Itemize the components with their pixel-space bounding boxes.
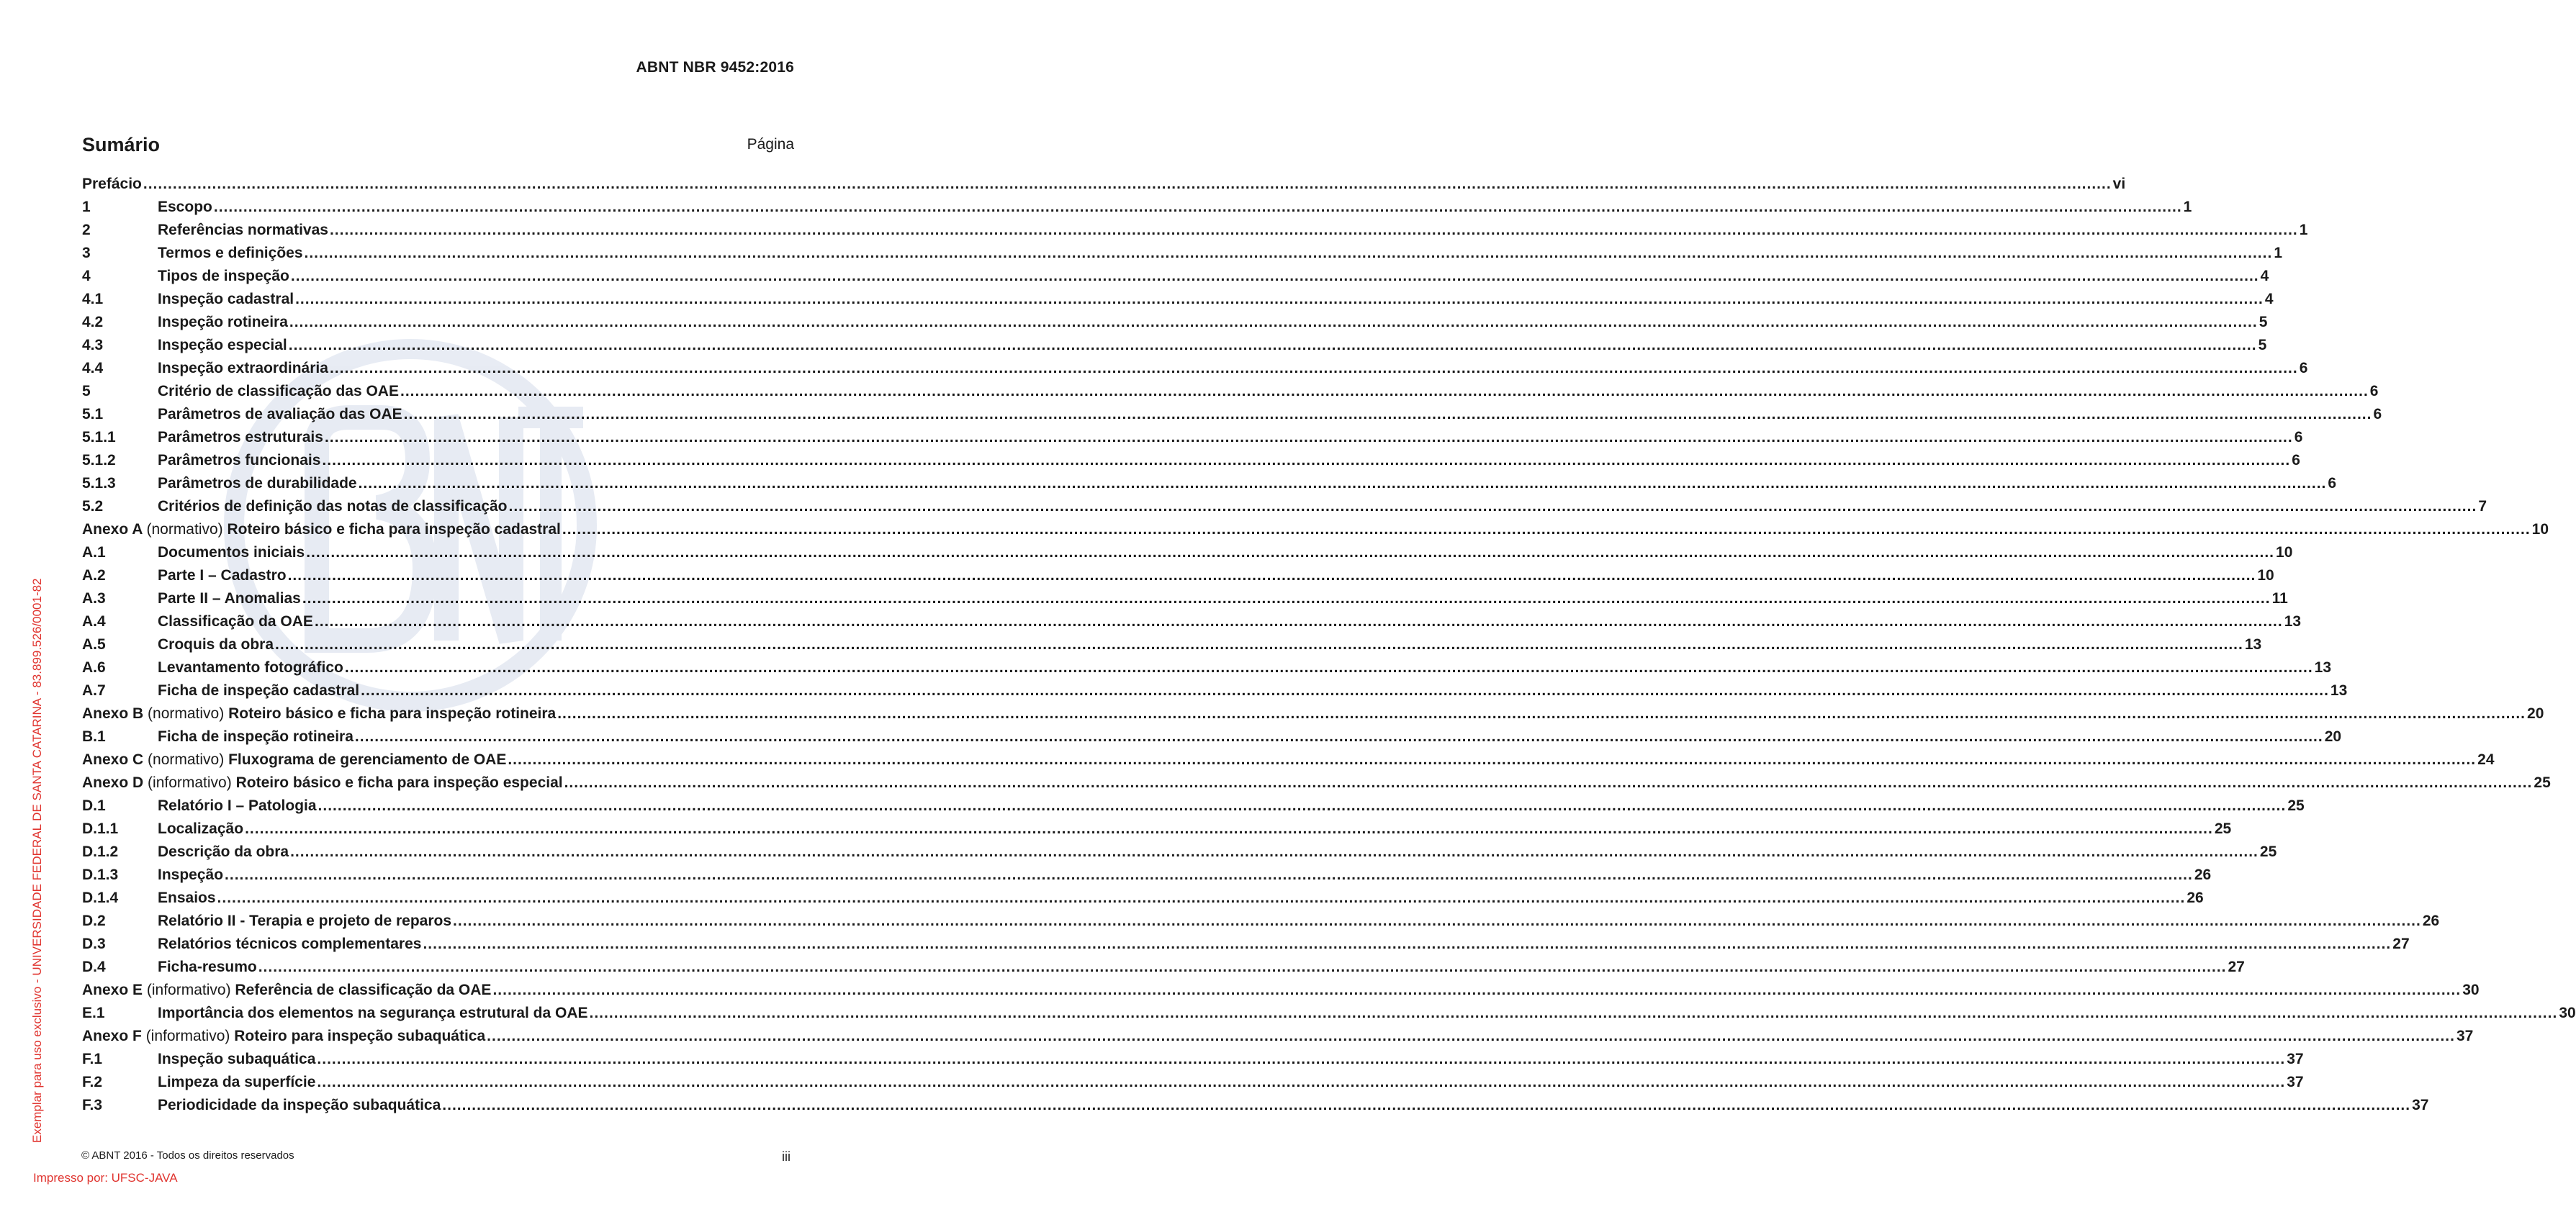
toc-annex-qualifier: (informativo) xyxy=(145,1028,230,1044)
toc-leader-dots: ................................................................................................................................................................................................................................................................................................................................................................................................................ xyxy=(589,1005,2558,1021)
toc-entry-title-group xyxy=(158,1074,315,1091)
toc-entry[interactable] xyxy=(82,797,2305,820)
toc-entry-title: Inspeção rotineira xyxy=(158,314,288,330)
toc-entry-number: F.2 xyxy=(82,1074,103,1090)
toc-entry-number: 4.2 xyxy=(82,314,104,330)
toc-entry-number: D.1 xyxy=(82,797,106,814)
toc-entry-number: F.3 xyxy=(82,1097,103,1113)
toc-entry-number: D.4 xyxy=(82,959,106,975)
toc-entry-title: Ficha de inspeção rotineira xyxy=(158,728,353,745)
toc-leader-dots: ................................................................................................................................................................................................................................................................................................................................................................................................................ xyxy=(213,199,2182,215)
toc-entry-page: 10 xyxy=(2531,521,2549,538)
toc-entry-page: 4 xyxy=(2264,291,2274,307)
toc-leader-dots: ................................................................................................................................................................................................................................................................................................................................................................................................................ xyxy=(295,291,2264,307)
toc-entry-title-group xyxy=(82,774,563,792)
printed-by-stamp: Impresso por: UFSC-JAVA xyxy=(33,1171,178,1185)
toc-entry-page: 24 xyxy=(2477,751,2495,768)
toc-entry-page: 6 xyxy=(2328,475,2337,492)
toc-entry-title: Inspeção cadastral xyxy=(158,291,294,307)
toc-entry-number: A.5 xyxy=(82,636,106,653)
toc-annex-label: Anexo B xyxy=(82,705,144,722)
toc-leader-dots: ................................................................................................................................................................................................................................................................................................................................................................................................................ xyxy=(288,337,2257,353)
toc-entry-title: Localização xyxy=(158,820,244,837)
toc-annex-qualifier: (informativo) xyxy=(146,982,231,998)
toc-entry-title-group xyxy=(158,728,353,746)
toc-entry-page: 1 xyxy=(2299,222,2308,238)
toc-entry-title: Importância dos elementos na segurança estrutural da OAE xyxy=(158,1005,588,1021)
toc-entry[interactable] xyxy=(82,613,2302,636)
toc-entry-title-group xyxy=(158,268,289,285)
toc-annex-label: Anexo A xyxy=(82,521,143,538)
toc-leader-dots: ................................................................................................................................................................................................................................................................................................................................................................................................................ xyxy=(329,222,2298,238)
toc-entry-title: Levantamento fotográfico xyxy=(158,659,343,676)
toc-entry-title-group xyxy=(158,820,243,838)
toc-entry-title-group xyxy=(158,867,223,884)
toc-entry-number: D.1.1 xyxy=(82,820,119,837)
toc-entry-page: 26 xyxy=(2187,890,2204,906)
toc-entry-title: Tipos de inspeção xyxy=(158,268,289,284)
toc-entry[interactable] xyxy=(82,567,2274,590)
toc-entry-title-group xyxy=(158,844,289,861)
toc-annex-label: Anexo C xyxy=(82,751,144,768)
copyright-notice: © ABNT 2016 - Todos os direitos reservados xyxy=(81,1149,294,1162)
toc-leader-dots: ................................................................................................................................................................................................................................................................................................................................................................................................................ xyxy=(317,1051,2286,1067)
toc-entry-page: 13 xyxy=(2314,659,2332,676)
toc-leader-dots: ................................................................................................................................................................................................................................................................................................................................................................................................................ xyxy=(324,429,2293,446)
toc-entry[interactable] xyxy=(82,890,2204,913)
toc-entry[interactable] xyxy=(82,728,2342,751)
toc-entry-page: 1 xyxy=(2274,245,2282,261)
toc-entry-title-group xyxy=(158,1005,588,1022)
toc-entry-number: 2 xyxy=(82,222,91,238)
toc-entry-number: D.1.2 xyxy=(82,844,119,860)
toc-entry-title-group xyxy=(158,590,301,607)
toc-entry[interactable] xyxy=(82,1051,2304,1074)
toc-annex-label: Anexo D xyxy=(82,774,144,791)
toc-entry[interactable] xyxy=(82,475,2337,498)
toc-entry-title: Prefácio xyxy=(82,176,142,192)
toc-entry-title: Fluxograma de gerenciamento de OAE xyxy=(228,751,507,768)
toc-entry[interactable] xyxy=(82,751,2495,774)
toc-entry-title: Croquis da obra xyxy=(158,636,274,653)
toc-entry[interactable] xyxy=(82,959,2245,982)
toc-leader-dots: ................................................................................................................................................................................................................................................................................................................................................................................................................ xyxy=(358,475,2327,492)
toc-leader-dots: ................................................................................................................................................................................................................................................................................................................................................................................................................ xyxy=(564,774,2533,791)
toc-entry-title: Ensaios xyxy=(158,890,216,906)
toc-entry-title: Relatórios técnicos complementares xyxy=(158,936,422,952)
toc-entry-title: Inspeção subaquática xyxy=(158,1051,316,1067)
toc-leader-dots: ................................................................................................................................................................................................................................................................................................................................................................................................................ xyxy=(453,913,2421,929)
toc-leader-dots: ................................................................................................................................................................................................................................................................................................................................................................................................................ xyxy=(344,659,2313,676)
toc-entry-title-group xyxy=(82,751,506,769)
toc-entry-title-group xyxy=(158,199,212,216)
toc-entry-page: 30 xyxy=(2462,982,2480,998)
license-stamp: Exemplar para uso exclusivo - UNIVERSIDADE FEDERAL DE SANTA CATARINA - 83.899.526/0001-82 xyxy=(30,578,44,1143)
toc-leader-dots: ................................................................................................................................................................................................................................................................................................................................................................................................................ xyxy=(562,521,2531,538)
toc-entry-number: E.1 xyxy=(82,1005,105,1021)
toc-entry[interactable] xyxy=(82,176,2126,199)
toc-entry-page: 25 xyxy=(2214,820,2232,837)
toc-entry-page: 11 xyxy=(2271,590,2288,607)
toc-leader-dots: ................................................................................................................................................................................................................................................................................................................................................................................................................ xyxy=(508,751,2477,768)
toc-entry-number: 1 xyxy=(82,199,91,215)
toc-entry-title-group xyxy=(82,521,561,538)
toc-entry-page: 20 xyxy=(2527,705,2544,722)
toc-entry[interactable] xyxy=(82,429,2303,452)
toc-entry[interactable] xyxy=(82,222,2308,245)
toc-entry-title-group xyxy=(158,659,343,677)
toc-entry-title-group xyxy=(158,544,305,561)
toc-entry-page: 37 xyxy=(2456,1028,2474,1044)
toc-entry-page: 25 xyxy=(2259,844,2277,860)
toc-leader-dots: ................................................................................................................................................................................................................................................................................................................................................................................................................ xyxy=(403,406,2372,422)
toc-entry-title: Parâmetros estruturais xyxy=(158,429,323,446)
toc-leader-dots: ................................................................................................................................................................................................................................................................................................................................................................................................................ xyxy=(225,867,2193,883)
toc-entry[interactable] xyxy=(82,913,2440,936)
toc-entry-title: Roteiro básico e ficha para inspeção especial xyxy=(235,774,563,791)
toc-entry-page: 6 xyxy=(2369,383,2379,399)
toc-entry-title-group xyxy=(158,452,320,469)
toc-entry-title: Roteiro para inspeção subaquática xyxy=(234,1028,486,1044)
toc-leader-dots: ................................................................................................................................................................................................................................................................................................................................................................................................................ xyxy=(275,636,2243,653)
toc-leader-dots: ................................................................................................................................................................................................................................................................................................................................................................................................................ xyxy=(306,544,2275,561)
toc-entry-page: 7 xyxy=(2478,498,2487,515)
toc-entry-page: 10 xyxy=(2276,544,2293,561)
toc-entry-title: Descrição da obra xyxy=(158,844,289,860)
toc-leader-dots: ................................................................................................................................................................................................................................................................................................................................................................................................................ xyxy=(361,682,2329,699)
toc-entry-number: A.7 xyxy=(82,682,106,699)
toc-entry-page: 27 xyxy=(2392,936,2410,952)
toc-entry-page: 6 xyxy=(2373,406,2382,422)
toc-entry-number: 5.2 xyxy=(82,498,104,515)
toc-entry-title: Periodicidade da inspeção subaquática xyxy=(158,1097,441,1113)
toc-entry[interactable] xyxy=(82,199,2192,222)
toc-annex-qualifier: (informativo) xyxy=(148,774,232,791)
toc-entry-title-group xyxy=(158,682,359,700)
toc-entry-title: Parâmetros funcionais xyxy=(158,452,321,469)
page-number: iii xyxy=(782,1149,791,1164)
toc-leader-dots: ................................................................................................................................................................................................................................................................................................................................................................................................................ xyxy=(557,705,2526,722)
toc-entry[interactable] xyxy=(82,682,2348,705)
toc-entry-number: D.3 xyxy=(82,936,106,952)
toc-entry-page: 5 xyxy=(2258,337,2267,353)
toc-entry-page: 37 xyxy=(2287,1074,2304,1090)
toc-entry-number: D.1.3 xyxy=(82,867,119,883)
toc-annex-label: Anexo F xyxy=(82,1028,142,1044)
toc-entry[interactable] xyxy=(82,268,2269,291)
toc-entry-title-group xyxy=(158,360,328,377)
toc-entry[interactable] xyxy=(82,291,2274,314)
toc-annex-qualifier: (normativo) xyxy=(148,705,225,722)
toc-entry-number: 4 xyxy=(82,268,91,284)
toc-entry[interactable] xyxy=(82,1074,2304,1097)
toc-entry-page: 30 xyxy=(2559,1005,2576,1021)
toc-annex-label: Anexo E xyxy=(82,982,143,998)
toc-entry-title: Parte II – Anomalias xyxy=(158,590,301,607)
toc-leader-dots: ................................................................................................................................................................................................................................................................................................................................................................................................................ xyxy=(314,613,2283,630)
toc-entry-number: A.6 xyxy=(82,659,106,676)
toc-entry-page: 37 xyxy=(2287,1051,2304,1067)
toc-entry-title-group xyxy=(158,314,288,331)
toc-entry-title-group xyxy=(158,245,303,262)
toc-entry-title-group xyxy=(158,429,323,446)
toc-entry-page: 25 xyxy=(2287,797,2305,814)
toc-leader-dots: ................................................................................................................................................................................................................................................................................................................................................................................................................ xyxy=(487,1028,2455,1044)
toc-entry-title: Critério de classificação das OAE xyxy=(158,383,399,399)
toc-leader-dots: ................................................................................................................................................................................................................................................................................................................................................................................................................ xyxy=(290,844,2258,860)
toc-entry-title-group xyxy=(158,406,402,423)
toc-entry[interactable] xyxy=(82,406,2382,429)
toc-entry[interactable] xyxy=(82,936,2410,959)
toc-entry-number: 4.1 xyxy=(82,291,104,307)
toc-annex-qualifier: (normativo) xyxy=(146,521,223,538)
toc-entry-title-group xyxy=(82,705,556,723)
toc-entry[interactable] xyxy=(82,659,2332,682)
toc-leader-dots: ................................................................................................................................................................................................................................................................................................................................................................................................................ xyxy=(258,959,2227,975)
toc-leader-dots: ................................................................................................................................................................................................................................................................................................................................................................................................................ xyxy=(289,314,2258,330)
toc-entry-number: D.1.4 xyxy=(82,890,119,906)
toc-entry-title-group xyxy=(158,613,313,630)
toc-leader-dots: ................................................................................................................................................................................................................................................................................................................................................................................................................ xyxy=(217,890,2186,906)
toc-entry-page: 6 xyxy=(2292,452,2300,469)
toc-entry-title-group xyxy=(158,498,508,515)
toc-entry-title-group xyxy=(158,913,451,930)
toc-entry-title: Parâmetros de durabilidade xyxy=(158,475,357,492)
toc-leader-dots: ................................................................................................................................................................................................................................................................................................................................................................................................................ xyxy=(508,498,2477,515)
toc-leader-dots: ................................................................................................................................................................................................................................................................................................................................................................................................................ xyxy=(143,176,2112,192)
toc-entry-page: vi xyxy=(2112,176,2126,192)
toc-entry[interactable] xyxy=(82,982,2480,1005)
toc-leader-dots: ................................................................................................................................................................................................................................................................................................................................................................................................................ xyxy=(287,567,2256,584)
toc-entry[interactable] xyxy=(82,245,2282,268)
toc-leader-dots: ................................................................................................................................................................................................................................................................................................................................................................................................................ xyxy=(318,797,2287,814)
toc-entry-title: Referências normativas xyxy=(158,222,328,238)
toc-entry-title-group xyxy=(158,1097,441,1114)
toc-entry[interactable] xyxy=(82,1005,2576,1028)
toc-entry-number: F.1 xyxy=(82,1051,103,1067)
toc-entry-title: Relatório I – Patologia xyxy=(158,797,317,814)
toc-entry-title-group xyxy=(158,475,357,492)
standard-number: ABNT NBR 9452:2016 xyxy=(636,59,794,76)
toc-entry-number: B.1 xyxy=(82,728,106,745)
toc-entry-number: A.1 xyxy=(82,544,106,561)
toc-entry-title: Relatório II - Terapia e projeto de reparos xyxy=(158,913,452,929)
toc-entry-title: Roteiro básico e ficha para inspeção cadastral xyxy=(227,521,561,538)
toc-entry[interactable] xyxy=(82,1097,2429,1120)
toc-annex-qualifier: (normativo) xyxy=(148,751,225,768)
toc-entry-page: 27 xyxy=(2228,959,2245,975)
toc-entry-title-group xyxy=(158,222,328,239)
toc-leader-dots: ................................................................................................................................................................................................................................................................................................................................................................................................................ xyxy=(442,1097,2411,1113)
toc-entry-title-group xyxy=(158,890,216,907)
toc-title: Sumário xyxy=(82,134,161,155)
toc-entry-title-group xyxy=(158,797,317,815)
toc-entry-page: 26 xyxy=(2194,867,2212,883)
toc-leader-dots: ................................................................................................................................................................................................................................................................................................................................................................................................................ xyxy=(245,820,2213,837)
toc-entry-page: 25 xyxy=(2534,774,2551,791)
toc-leader-dots: ................................................................................................................................................................................................................................................................................................................................................................................................................ xyxy=(290,268,2259,284)
toc-entry-number: 5 xyxy=(82,383,91,399)
toc-entry-title-group xyxy=(82,982,491,999)
toc-entry[interactable] xyxy=(82,452,2300,475)
toc-entry-title-group xyxy=(158,1051,315,1068)
toc-entry-title: Documentos iniciais xyxy=(158,544,305,561)
toc-entry-page: 37 xyxy=(2412,1097,2429,1113)
toc-entry[interactable] xyxy=(82,383,2379,406)
toc-entry-title: Termos e definições xyxy=(158,245,303,261)
toc-entry[interactable] xyxy=(82,498,2487,521)
toc-leader-dots: ................................................................................................................................................................................................................................................................................................................................................................................................................ xyxy=(492,982,2462,998)
toc-entry-title-group xyxy=(82,1028,485,1045)
toc-leader-dots: ................................................................................................................................................................................................................................................................................................................................................................................................................ xyxy=(322,452,2291,469)
toc-leader-dots: ................................................................................................................................................................................................................................................................................................................................................................................................................ xyxy=(304,245,2273,261)
toc-entry-page: 5 xyxy=(2258,314,2268,330)
toc-leader-dots: ................................................................................................................................................................................................................................................................................................................................................................................................................ xyxy=(423,936,2392,952)
toc-entry[interactable] xyxy=(82,544,2293,567)
page-column-label: Página xyxy=(747,136,794,153)
toc-entry[interactable] xyxy=(82,590,2288,613)
toc-leader-dots: ................................................................................................................................................................................................................................................................................................................................................................................................................ xyxy=(302,590,2271,607)
toc-entry-page: 6 xyxy=(2294,429,2303,446)
toc-entry[interactable] xyxy=(82,867,2212,890)
toc-entry-title-group xyxy=(158,383,399,400)
toc-entry-page: 1 xyxy=(2183,199,2192,215)
toc-entry[interactable] xyxy=(82,360,2308,383)
toc-entry-title: Ficha-resumo xyxy=(158,959,257,975)
toc-entry-title-group xyxy=(158,936,421,953)
toc-entry-title: Parte I – Cadastro xyxy=(158,567,287,584)
toc-entry[interactable] xyxy=(82,636,2262,659)
toc-entry-number: A.4 xyxy=(82,613,106,630)
toc-leader-dots: ................................................................................................................................................................................................................................................................................................................................................................................................................ xyxy=(329,360,2298,376)
toc-entry[interactable] xyxy=(82,774,2551,797)
toc-entry-title: Referência de classificação da OAE xyxy=(235,982,492,998)
toc-leader-dots: ................................................................................................................................................................................................................................................................................................................................................................................................................ xyxy=(400,383,2369,399)
toc-entry-title-group xyxy=(158,959,257,976)
toc-entry-number: A.3 xyxy=(82,590,106,607)
toc-entry-number: A.2 xyxy=(82,567,106,584)
toc-entry-page: 13 xyxy=(2244,636,2262,653)
toc-entry-title: Limpeza da superfície xyxy=(158,1074,316,1090)
toc-entry[interactable] xyxy=(82,314,2268,337)
toc-entry-number: 4.4 xyxy=(82,360,104,376)
toc-leader-dots: ................................................................................................................................................................................................................................................................................................................................................................................................................ xyxy=(354,728,2323,745)
toc-entry-page: 13 xyxy=(2284,613,2302,630)
toc-entry-page: 6 xyxy=(2299,360,2308,376)
table-of-contents xyxy=(82,176,2576,1120)
toc-entry[interactable] xyxy=(82,705,2544,728)
toc-entry-number: 5.1.2 xyxy=(82,452,116,469)
toc-entry-title: Escopo xyxy=(158,199,212,215)
toc-entry-number: 3 xyxy=(82,245,91,261)
toc-entry-title: Classificação da OAE xyxy=(158,613,313,630)
toc-entry-page: 13 xyxy=(2330,682,2348,699)
toc-entry-title-group xyxy=(158,337,287,354)
toc-entry-number: D.2 xyxy=(82,913,106,929)
toc-entry[interactable] xyxy=(82,1028,2474,1051)
toc-entry-title: Inspeção especial xyxy=(158,337,287,353)
toc-entry-number: 5.1.1 xyxy=(82,429,116,446)
toc-entry-title-group xyxy=(158,567,287,584)
toc-entry-title: Ficha de inspeção cadastral xyxy=(158,682,360,699)
toc-entry-number: 4.3 xyxy=(82,337,104,353)
toc-entry-title: Inspeção extraordinária xyxy=(158,360,328,376)
toc-entry[interactable] xyxy=(82,820,2232,844)
toc-entry[interactable] xyxy=(82,521,2549,544)
toc-entry-page: 20 xyxy=(2324,728,2342,745)
toc-entry-title: Parâmetros de avaliação das OAE xyxy=(158,406,402,422)
toc-entry-page: 10 xyxy=(2257,567,2274,584)
toc-entry-page: 4 xyxy=(2260,268,2269,284)
toc-entry-page: 26 xyxy=(2422,913,2440,929)
toc-entry-title: Inspeção xyxy=(158,867,224,883)
toc-entry-title: Critérios de definição das notas de classificação xyxy=(158,498,508,515)
toc-entry-number: 5.1 xyxy=(82,406,104,422)
toc-entry-number: 5.1.3 xyxy=(82,475,116,492)
toc-entry-title-group xyxy=(158,636,274,654)
toc-entry-title-group xyxy=(82,176,142,193)
toc-entry-title: Roteiro básico e ficha para inspeção rotineira xyxy=(228,705,557,722)
toc-entry-title-group xyxy=(158,291,294,308)
toc-entry[interactable] xyxy=(82,337,2267,360)
toc-leader-dots: ................................................................................................................................................................................................................................................................................................................................................................................................................ xyxy=(317,1074,2286,1090)
toc-entry[interactable] xyxy=(82,844,2277,867)
